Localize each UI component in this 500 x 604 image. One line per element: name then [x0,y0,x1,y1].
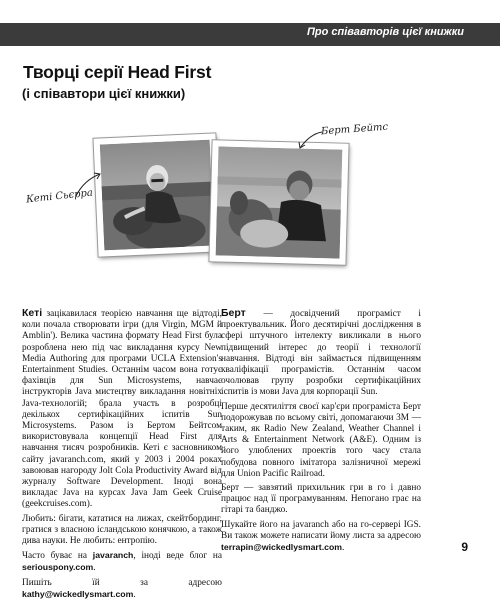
bert-bio-paragraph-4: Шукайте його на javaranch або на го-сервері IGS. Ви також можете написати йому листа за адресою terrapin@wickedlysmart.com. [221,519,421,554]
photo-katie-image [100,140,215,251]
page-number: 9 [461,540,468,554]
katie-photo-caption: Кеті Сьєрра [25,187,94,206]
running-header-bar [0,23,500,46]
bert-bio-paragraph-2: Перше десятиліття своєї кар'єри програміста Берт подорожував по всьому світі, допомагаючи 3М — таким, як Radio New Zealand, Weather Channel і Arts & Entertainment Network (A&E). Одним із його улюблених проектів того часу стала побудова повного імітатора залізничної мережі для Union Pacific Railroad. [221,401,421,479]
page-subtitle: (і співавтори цієї книжки) [22,86,186,101]
katie-email-link[interactable]: kathy@wickedlysmart.com [22,588,134,599]
katie-bio-paragraph-1: Кеті зацікавилася теорією навчання ще відтоді, коли почала створювати ігри (для Virgin, MGM й Amblin'). Велика частина формату Head First була розроблена нею під час викладання курсу New Media Authoring для програми UCLA Extension's Entertainment Studies. Останнім часом вона готує фахівців для Sun Microsystems, навчає інструкторів Java мистецтву викладання новітніх Java-технологій; брала участь в розробці декількох сертифікаційних іспитів Sun Microsystems. Разом із Бертом Бейтсом використовувала концепції Head First для навчання тисяч розробників. Кеті є засновником сайту javaranch.com, який у 2003 і 2004 роках завоював нагороду Jolt Cola Productivity Award від журналу Software Development. Іноді вона викладає Java на курсах Java Jam Geek Cruise (geekcruises.com). [22,307,222,510]
running-header-title: Про співавторів цієї книжки [306,26,464,38]
katie-name: Кеті [22,307,43,319]
katie-bio-paragraph-4: Пишіть їй за адресою kathy@wickedlysmart.com. [22,577,222,600]
katie-bio-paragraph-3: Часто буває на javaranch, іноді веде блог на seriouspony.com. [22,550,222,574]
bert-caption-arrow [296,126,324,154]
katie-bio-column [22,308,222,604]
bert-bio-column [221,308,421,557]
photo-bert [209,140,348,265]
bert-bio-paragraph-3: Берт — завзятий прихильник гри в го і давно працює над її програмуванням. Непогано грає на гітарі та банджо. [221,483,421,516]
katie-bio-paragraph-2: Любить: бігати, кататися на лижах, скейтбординг, гратися з власною ісландською конячкою, а також дива науки. Не любить: ентропію. [22,513,222,547]
bert-photo-caption: Берт Бейтс [320,121,389,138]
bert-name: Берт [221,307,246,319]
page-title: Творці серії Head First [23,62,212,82]
photo-katie [93,133,220,256]
javaranch-link[interactable]: javaranch [92,550,134,561]
katie-caption-arrow [74,170,104,200]
bert-bio-paragraph-1: Берт — досвідчений програміст і проектувальник. Його десятирічні дослідження в сфері штучного інтелекту викликали в нього підвищений інтерес до теорії і технології навчання. Відтоді він займається підвищенням кваліфікації програмістів. Останнім часом очолював групу розробки сертифікаційних іспитів із мови Java для корпорації Sun. [221,307,421,398]
blog-link[interactable]: seriouspony.com [22,562,94,573]
photo-bert-image [216,146,343,258]
bert-email-link[interactable]: terrapin@wickedlysmart.com [221,542,342,553]
